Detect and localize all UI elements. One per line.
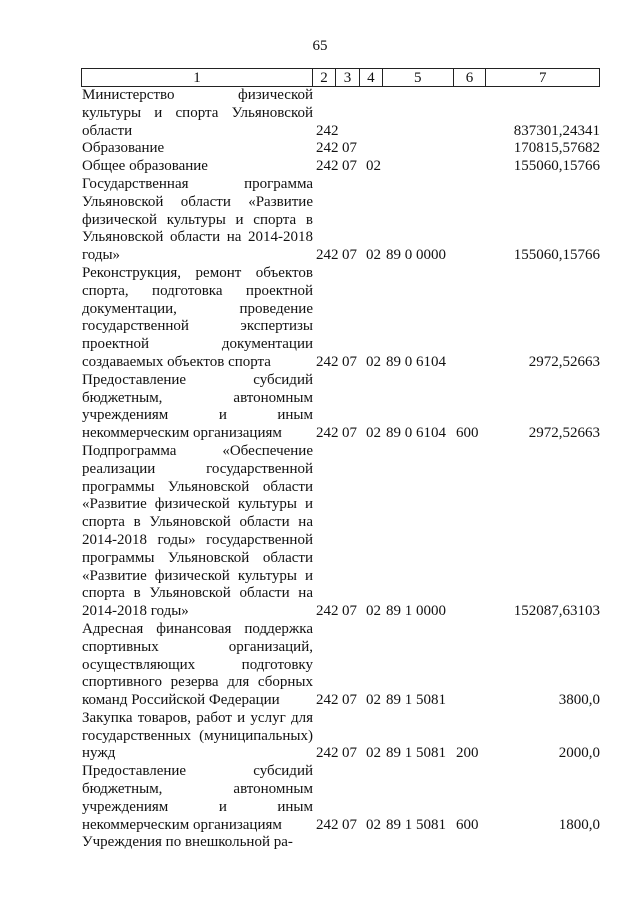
- table-row: [81, 763, 600, 834]
- table-header: [81, 68, 600, 87]
- header-col-5: 5: [383, 69, 454, 86]
- header-col-4: 4: [360, 69, 383, 86]
- header-col-7: 7: [538, 70, 547, 86]
- row-code-4: 02: [366, 692, 381, 709]
- row-amount: 170815,57682: [513, 140, 600, 157]
- row-code-4: 02: [366, 247, 381, 264]
- row-name: Закупка товаров, работ и услуг для государственных (муниципальных) нужд: [82, 709, 313, 762]
- row-code-2: 242: [316, 247, 339, 264]
- row-code-2: 242: [316, 353, 339, 370]
- row-code-2: 242: [316, 140, 339, 157]
- table-body: [81, 87, 600, 852]
- row-name: Министерство физической культуры и спорта Ульяновской области: [82, 87, 313, 139]
- row-code-2: 242: [316, 745, 339, 762]
- row-code-5: 89 0 0000: [386, 247, 446, 264]
- table-row: [81, 140, 600, 158]
- header-col-2: 2: [313, 69, 336, 86]
- table-row: [81, 834, 600, 852]
- row-code-2: 242: [316, 158, 339, 175]
- row-code-6: 600: [456, 816, 479, 833]
- table-row: [81, 372, 600, 443]
- table-row: [81, 443, 600, 621]
- row-code-2: 242: [316, 603, 339, 620]
- row-amount: 2972,52663: [528, 425, 600, 442]
- row-name: Подпрограмма «Обеспечение реализации государственной программы Ульяновской области «Развитие физической культуры и спорта в Ульяновской области на 2014-2018 годы» государственной программы Ульяновской области «Развитие физической культуры и спорта в Ульяновской области на 2014-2018 годы»: [82, 442, 313, 620]
- row-code-3: 07: [342, 425, 357, 442]
- row-code-3: 07: [342, 353, 357, 370]
- row-amount: 2000,0: [558, 745, 600, 762]
- table-row: [81, 176, 600, 265]
- table-row: [81, 621, 600, 710]
- table-row: [81, 265, 600, 372]
- row-code-4: 02: [366, 353, 381, 370]
- budget-table: [81, 68, 600, 852]
- header-col-1: 1: [82, 69, 313, 86]
- row-name: Предоставление субсидий бюджетным, автономным учреждениям и иным некоммерческим организациям: [82, 763, 313, 833]
- row-code-5: 89 0 6104: [386, 425, 446, 442]
- row-name: Предоставление субсидий бюджетным, автономным учреждениям и иным некоммерческим организациям: [82, 371, 313, 442]
- row-code-3: 07: [342, 692, 357, 709]
- row-code-2: 242: [316, 816, 339, 833]
- row-name: Общее образование: [82, 158, 208, 175]
- row-code-3: 07: [342, 158, 357, 175]
- row-code-3: 07: [342, 603, 357, 620]
- row-amount: 152087,63103: [513, 603, 600, 620]
- row-code-4: 02: [366, 603, 381, 620]
- row-amount: 155060,15766: [513, 247, 600, 264]
- row-code-2: 242: [316, 692, 339, 709]
- row-code-3: 07: [342, 745, 357, 762]
- row-code-4: 02: [366, 425, 381, 442]
- header-col-3: 3: [336, 69, 360, 86]
- row-amount: 837301,24341: [513, 122, 600, 139]
- row-amount: 3800,0: [558, 692, 600, 709]
- header-col-6: 6: [454, 69, 487, 86]
- table-row: [81, 87, 600, 140]
- row-name: Учреждения по внешкольной ра-: [82, 834, 293, 851]
- row-name: Адресная финансовая поддержка спортивных организаций, осуществляющих подготовку спортивного резерва для сборных команд Российской Федерации: [82, 620, 313, 709]
- row-code-6: 200: [456, 745, 479, 762]
- row-code-4: 02: [366, 745, 381, 762]
- row-code-2: 242: [316, 122, 339, 139]
- row-code-3: 07: [342, 247, 357, 264]
- row-code-2: 242: [316, 425, 339, 442]
- page-number: 65: [312, 38, 328, 54]
- row-amount: 155060,15766: [513, 158, 600, 175]
- row-code-6: 600: [456, 425, 479, 442]
- row-name: Государственная программа Ульяновской области «Развитие физической культуры и спорта в Ульяновской области на 2014-2018 годы»: [82, 175, 313, 264]
- row-code-4: 02: [366, 158, 381, 175]
- row-code-5: 89 1 5081: [386, 692, 446, 709]
- row-code-5: 89 1 0000: [386, 603, 446, 620]
- row-code-4: 02: [366, 816, 381, 833]
- table-row: [81, 710, 600, 763]
- row-name: Образование: [82, 140, 165, 157]
- row-code-5: 89 0 6104: [386, 353, 446, 370]
- row-amount: 1800,0: [558, 816, 600, 833]
- table-row: [81, 158, 600, 176]
- row-code-5: 89 1 5081: [386, 745, 446, 762]
- row-name: Реконструкция, ремонт объектов спорта, подготовка проектной документации, проведение государственной экспертизы проектной документации создаваемых объектов спорта: [82, 264, 313, 370]
- row-code-3: 07: [342, 140, 357, 157]
- row-code-3: 07: [342, 816, 357, 833]
- row-code-5: 89 1 5081: [386, 816, 446, 833]
- row-amount: 2972,52663: [528, 353, 600, 370]
